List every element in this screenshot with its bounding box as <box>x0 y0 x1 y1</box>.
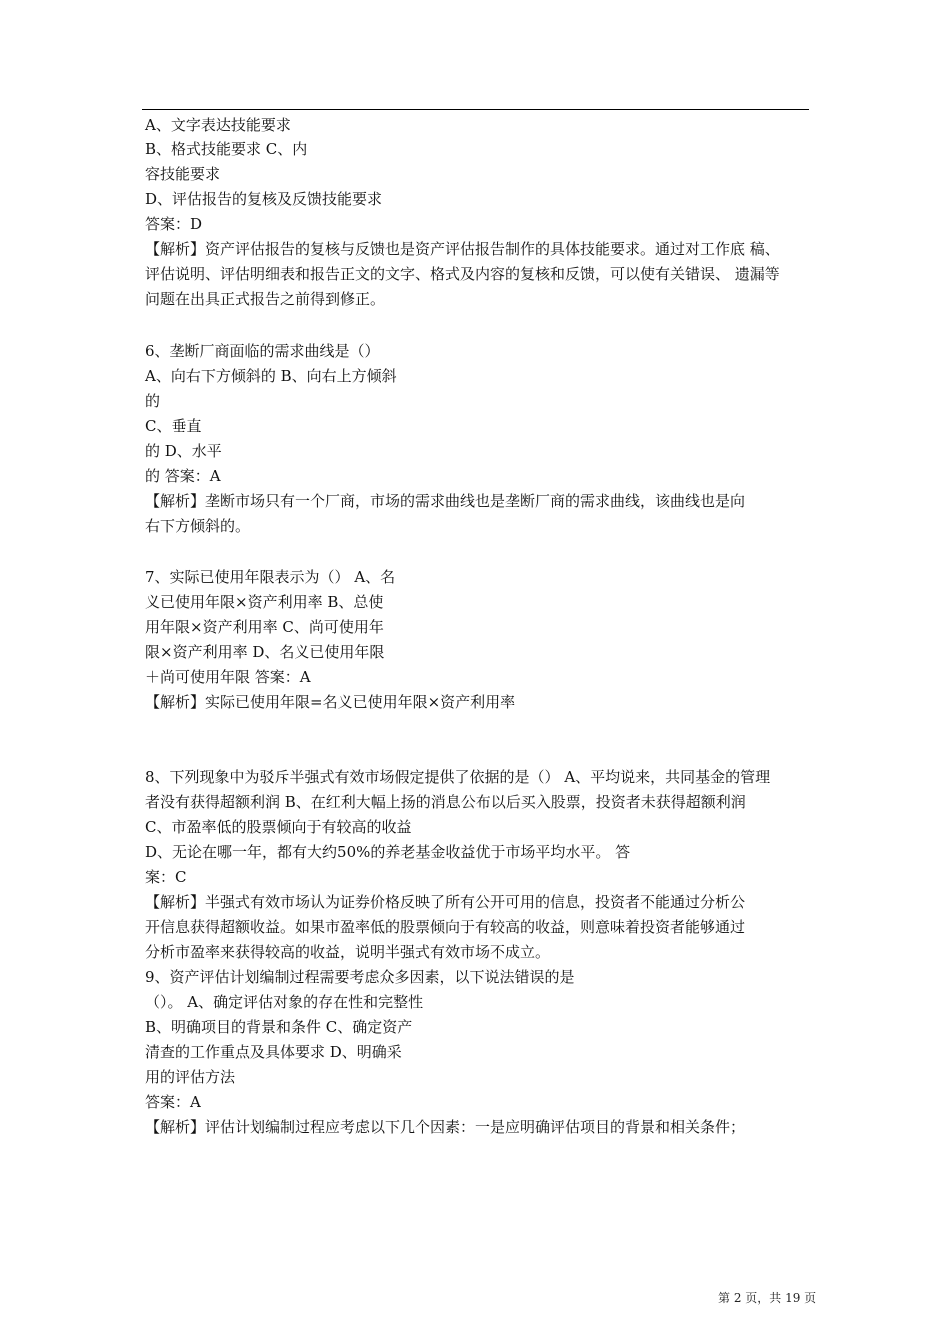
text-line: 答案：A <box>145 1093 201 1111</box>
text-line: 用年限×资产利用率 C、尚可使用年 <box>145 618 384 636</box>
page-number: 第 2 页，共 19 页 <box>718 1291 817 1305</box>
text-line: 的 <box>145 392 161 410</box>
text-line: ＋尚可使用年限 答案：A <box>145 668 311 686</box>
question-title: 9、资产评估计划编制过程需要考虑众多因素，以下说法错误的是 <box>145 968 575 986</box>
text-line: C、市盈率低的股票倾向于有较高的收益 <box>145 818 412 836</box>
question-title: 8、下列现象中为驳斥半强式有效市场假定提供了依据的是（） A、平均说来，共同基金的管理 <box>145 768 771 786</box>
text-line: 者没有获得超额利润 B、在红利大幅上扬的消息公布以后买入股票，投资者未获得超额利润 <box>145 793 746 811</box>
text-line: 【解析】垄断市场只有一个厂商，市场的需求曲线也是垄断厂商的需求曲线，该曲线也是向 <box>145 492 746 510</box>
text-line: 【解析】评估计划编制过程应考虑以下几个因素：一是应明确评估项目的背景和相关条件； <box>145 1118 746 1136</box>
text-line: 清查的工作重点及具体要求 D、明确采 <box>145 1043 402 1061</box>
text-line: A、向右下方倾斜的 B、向右上方倾斜 <box>145 367 397 385</box>
text-line: 限×资产利用率 D、名义已使用年限 <box>145 643 385 661</box>
text-line: 【解析】实际已使用年限=名义已使用年限×资产利用率 <box>145 693 516 711</box>
text-line: B、格式技能要求 C、内 <box>145 140 308 158</box>
text-line: 【解析】半强式有效市场认为证券价格反映了所有公开可用的信息，投资者不能通过分析公 <box>145 893 746 911</box>
text-line: 答案：D <box>145 215 203 233</box>
text-line: D、评估报告的复核及反馈技能要求 <box>145 190 383 208</box>
question-title: 7、实际已使用年限表示为（） A、名 <box>145 568 396 586</box>
text-line: C、垂直 <box>145 417 202 435</box>
text-line: 【解析】资产评估报告的复核与反馈也是资产评估报告制作的具体技能要求。通过对工作底 稿、 <box>145 240 780 258</box>
text-line: 的 答案：A <box>145 467 221 485</box>
text-line: A、文字表达技能要求 <box>145 116 291 134</box>
text-line: 分析市盈率来获得较高的收益，说明半强式有效市场不成立。 <box>145 943 551 961</box>
text-line: 案：C <box>145 868 187 886</box>
text-line: 义已使用年限×资产利用率 B、总使 <box>145 593 384 611</box>
text-line: 右下方倾斜的。 <box>145 517 251 535</box>
text-line: 的 D、水平 <box>145 442 222 460</box>
text-line: （）。 A、确定评估对象的存在性和完整性 <box>145 993 424 1011</box>
question-title: 6、垄断厂商面临的需求曲线是（） <box>145 342 380 360</box>
header-rule <box>142 109 809 110</box>
text-line: B、明确项目的背景和条件 C、确定资产 <box>145 1018 413 1036</box>
text-line: D、无论在哪一年，都有大约50%的养老基金收益优于市场平均水平。 答 <box>145 843 631 861</box>
text-line: 问题在出具正式报告之前得到修正。 <box>145 290 386 308</box>
text-line: 评估说明、评估明细表和报告正文的文字、格式及内容的复核和反馈，可以使有关错误、 遗漏等 <box>145 265 780 283</box>
text-line: 容技能要求 <box>145 165 221 183</box>
text-line: 用的评估方法 <box>145 1068 236 1086</box>
text-line: 开信息获得超额收益。如果市盈率低的股票倾向于有较高的收益，则意味着投资者能够通过 <box>145 918 746 936</box>
